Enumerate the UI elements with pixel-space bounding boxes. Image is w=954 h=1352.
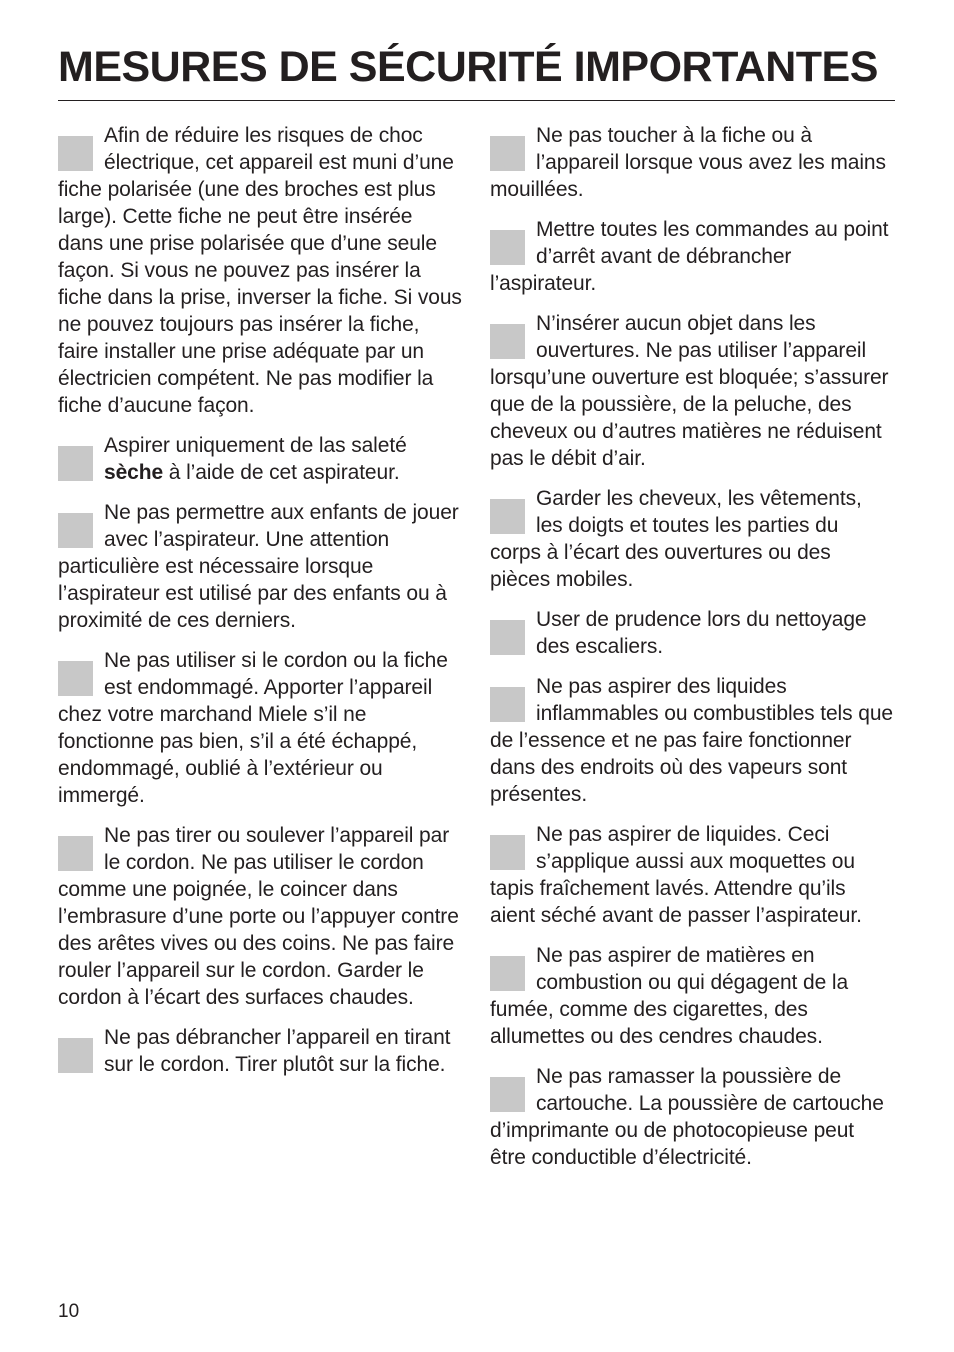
square-bullet-icon xyxy=(490,620,525,655)
safety-item xyxy=(58,647,462,809)
safety-item-text: Ne pas aspirer de liquides. Ceci s’applique aussi aux moquettes ou tapis fraîchement lavés. Attendre qu’ils aient séché avant de passer l’aspirateur. xyxy=(490,823,862,927)
square-bullet-icon xyxy=(490,230,525,265)
safety-item-text: Aspirer uniquement de las saleté xyxy=(104,434,407,457)
square-bullet-icon xyxy=(490,1077,525,1112)
square-bullet-icon xyxy=(58,513,93,548)
safety-item xyxy=(490,1063,894,1171)
square-bullet-icon xyxy=(490,835,525,870)
safety-item-text: Ne pas ramasser la poussière de cartouche. La poussière de cartouche d’imprimante ou de photocopieuse peut être conductible d’électricité. xyxy=(490,1065,884,1169)
square-bullet-icon xyxy=(58,136,93,171)
safety-item xyxy=(490,673,894,808)
square-bullet-icon xyxy=(58,1038,93,1073)
left-column xyxy=(58,122,462,1091)
safety-item xyxy=(490,606,894,660)
safety-item-text: Ne pas aspirer des liquides inflammables ou combustibles tels que de l’essence et ne pas faire fonctionner dans des endroits où des vapeurs sont présentes. xyxy=(490,675,893,806)
safety-item xyxy=(58,122,462,419)
safety-item-text: User de prudence lors du nettoyage des escaliers. xyxy=(536,608,867,658)
safety-item-text: Ne pas débrancher l’appareil en tirant sur le cordon. Tirer plutôt sur la fiche. xyxy=(104,1026,451,1076)
safety-item-text: Ne pas toucher à la fiche ou à l’appareil lorsque vous avez les mains mouillées. xyxy=(490,124,886,201)
safety-item-text: Mettre toutes les commandes au point d’arrêt avant de débrancher l’aspirateur. xyxy=(490,218,889,295)
safety-item-text: Ne pas utiliser si le cordon ou la fiche est endommagé. Apporter l’appareil chez votre marchand Miele s’il ne fonctionne pas bien, s’il a été échappé, endommagé, oublié à l’extérieur ou immergé. xyxy=(58,649,448,807)
square-bullet-icon xyxy=(490,956,525,991)
square-bullet-icon xyxy=(490,687,525,722)
safety-item xyxy=(58,432,462,486)
square-bullet-icon xyxy=(58,661,93,696)
safety-item-emphasis: sèche xyxy=(104,461,164,484)
square-bullet-icon xyxy=(58,446,93,481)
safety-item xyxy=(58,1024,462,1078)
safety-item-text: Ne pas aspirer de matières en combustion ou qui dégagent de la fumée, comme des cigarettes, des allumettes ou des cendres chaudes. xyxy=(490,944,849,1048)
safety-item xyxy=(490,310,894,472)
square-bullet-icon xyxy=(490,324,525,359)
square-bullet-icon xyxy=(490,499,525,534)
safety-item-text: Garder les cheveux, les vêtements, les doigts et toutes les parties du corps à l’écart des ouvertures ou des pièces mobiles. xyxy=(490,487,862,591)
safety-item-text: Ne pas permettre aux enfants de jouer avec l’aspirateur. Une attention particulière est nécessaire lorsque l’aspirateur est utilisé par des enfants ou à proximité de ces derniers. xyxy=(58,501,459,632)
page-number: 10 xyxy=(58,1301,80,1322)
safety-item xyxy=(490,821,894,929)
page-title: MESURES DE SÉCURITÉ IMPORTANTES xyxy=(58,43,878,91)
safety-item xyxy=(58,822,462,1011)
safety-item xyxy=(58,499,462,634)
square-bullet-icon xyxy=(58,836,93,871)
square-bullet-icon xyxy=(490,136,525,171)
safety-item xyxy=(490,485,894,593)
safety-item-text: Ne pas tirer ou soulever l’appareil par le cordon. Ne pas utiliser le cordon comme une poignée, le coincer dans l’embrasure d’une porte ou l’appuyer contre des arêtes vives ou des coins. Ne pas faire rouler l’appareil sur le cordon. Garder le cordon à l’écart des surfaces chaudes. xyxy=(58,824,459,1009)
safety-item-text: à l’aide de cet aspirateur. xyxy=(163,461,400,484)
safety-item-text: Afin de réduire les risques de choc électrique, cet appareil est muni d’une fiche polarisée (une des broches est plus large). Cette fiche ne peut être insérée dans une prise polarisée que d’une seule façon. Si vous ne pouvez pas insérer la fiche dans la prise, inverser la fiche. Si vous ne pouvez toujours pas insérer la fiche, faire installer une prise adéquate par un électricien compétent. Ne pas modifier la fiche d’aucune façon. xyxy=(58,124,462,417)
safety-item xyxy=(490,942,894,1050)
safety-item-text: N’insérer aucun objet dans les ouvertures. Ne pas utiliser l’appareil lorsqu’une ouverture est bloquée; s’assurer que de la poussière, de la peluche, des cheveux ou d’autres matières ne réduisent pas le débit d’air. xyxy=(490,312,889,470)
safety-item xyxy=(490,122,894,203)
safety-item xyxy=(490,216,894,297)
title-divider xyxy=(58,100,895,101)
right-column xyxy=(490,122,894,1184)
